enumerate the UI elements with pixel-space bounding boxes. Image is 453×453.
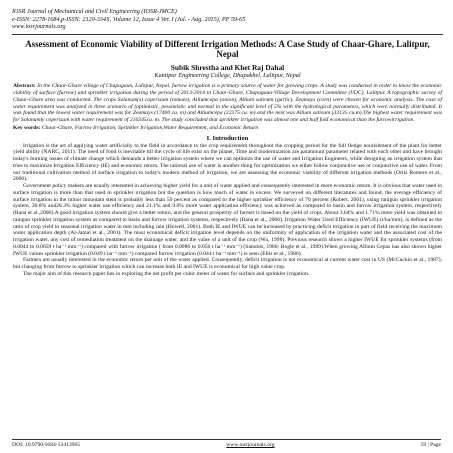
paper-title: Assessment of Economic Viability of Different Irrigation Methods: A Case Study of Chaar-Ghare, Lalitpur, Nepal	[25, 38, 430, 60]
page-number: 59 | Page	[420, 442, 441, 448]
section-title-introduction: I. Introduction	[206, 134, 249, 142]
journal-header	[12, 8, 443, 31]
journal-name: IOSR Journal of Mechanical and Civil Engineering (IOSR-JMCE)	[12, 8, 177, 15]
keywords	[13, 125, 442, 132]
paragraph: Government policy makers are usually interested in achieving higher yield for a unit of water applied and consequently interested in more economic return. It is obvious that water used in surface irrigation is more than that used in sprinkler irrigation but the question is how much of water in excess. We surveyed on different literatures and found, the average efficiency of surface irrigation in the minor mountain stent is probably less than 50 percent as compared to the higher sprinkler efficiency of 70 percent (Robert, 2001), using ranigun sprinkler irrigation system, 30.8% and28.3% higher water use efficiency and 21.1% and 9.0% more water application efficiency was achieved as compared to basin and furrow irrigation system, respectively (Rana et al.,2006).A good irrigation system should give a better return, and the general prosperity of farmer is based on the yield of crops. About 3.64% and 1.71% more yield was obtained in raingun sprinkler irrigation system as compared to basin and furrow irrigation systems, respectively (Rana et al., 2006). Irrigation Water Used Efficiency (IWUE) (t/ha/mm), is defined as the ratio of crop yield to seasonal irrigation water in mm including rain (Howell, 2001). Both IE and IWUE can be increased by practicing deficit irrigation in part of field receiving the maximum water application depth (Al-Jamal et al., 2001). The most economical deficit irrigation level depends on the uniformity of application of the irrigation water and the associated cost of the irrigation water, any cost of remediation treatment on the drainage water, and the value of a unit of the crop (Wu, 1998). Previous research shows a higher IWUE for sprinkler systems (from 0.0044 to 0.0659 t ha⁻¹ mm⁻¹) compared with furrow irrigation ( from 0.0086 to 0.056 t ha⁻¹ mm⁻¹) (Sammis, 1980; Bogle et al., 1989).When growing Allium Cepas has also shown higher IWUE values sprinkler irrigation (0.049 t ha⁻¹ mm⁻¹) compared furrow irrigation (0.044 t ha⁻¹ mm⁻¹) is seen (Ellis et al., 1986).	[13, 183, 442, 257]
keywords-text: Chaar-Ghare, Furrow Irrigation, Sprinkler Irrigation,Water Requirement, and Economic Return	[40, 124, 259, 131]
issn-line: e-ISSN: 2278-1684,p-ISSN: 2320-334X, Volume 12, Issue 4 Ver. I (Jul. - Aug. 2015), PP 59-65	[12, 15, 246, 23]
header-rule	[12, 34, 443, 35]
abstract	[13, 83, 442, 124]
footer-site-link[interactable]: www.iosrjournals.org	[226, 442, 275, 448]
paragraph: The major aim of this research paper lies in exploring the net profit per cubic meter of water for surface and sprinkler irrigation.	[23, 270, 310, 277]
keywords-label: Key words:	[13, 124, 41, 131]
doi: DOI: 10.9790/1684-12413965	[12, 442, 81, 448]
abstract-label: Abstract:	[13, 83, 36, 90]
journal-site-link[interactable]: www.iosrjournals.org	[12, 23, 66, 31]
paragraph: Irrigation is the art of applying water artificially to the field in accordance to the crop requirement throughout the cropping period for the full fledge nourishment of the plant for better yield ability (NARC, 2011). The need of food is inevitable till the cycle of life exist on the planet. Time and modernization are paramount parameter related with each other and have brought today's burning issues of climate change which demands a better irrigation system where we can optimize the use of water and Irrigation Engineers, while designing an irrigation system that tries to maximize Irrigation Efficiency (IE) and economic return. The rational use of water is another thing for optimization we either follow conjunctive use or conjunctive use of water. From our traditional cultivation method of surface irrigation to today's modern method of irrigation, we are assessing the economic viability of different irrigation methods (Ortiz Romero et al., 2006).	[13, 142, 442, 183]
author-affiliation: Kantipur Engineering College, Dhapakhel, Lalitpur, Nepal	[154, 71, 301, 79]
paper-authors: Subik Shrestha and Khet Raj Dahal	[170, 62, 285, 72]
introduction-body	[13, 143, 442, 278]
abstract-text: In the Chaar-Ghare village of Chapagaun, Lalitpur, Nepal, furrow irrigation is a primary source of water for growing crops. A study was conducted in order to know the economic viability of surface (furrow) and sprinkler irrigation during the period of 2013-2014 in Chaar-Ghare, Chapagaun-Village Development Committee (VDC), Lalitpur. A topographic survey of Chaar-Ghare area was conducted. The crops Solanum(s) coperisum (tomato), Alliumcepa (onion), Allium sativum (garlic), Zeamays (corn) were chosen for economic analysis. The case of water requirement was analyzed in three scenario of (optimistic, pessimistic and normal in the significant level of 5% with the hydrological parameters, which were normally distributed. It was found that the lowest water requirement was for Zeamays (17400 cu. m) and Alliumcepa (22375 cu. m) and the next was Allium sativum (33135 cu.m).The highest water requirement was for Solanumly coperisum with water requirement of 210345cu. m. The study concluded that sprinkler irrigation was almost one and half fold economical than the furrowirrigation.	[13, 83, 442, 124]
paragraph: Farmers are usually interested in the economic return per unit of the water applied. Consequently, deficit irrigation is not economical at current water cost in US (McCuckin et al., 1987), but changing from furrow to sprinkler irrigation which can increase both IE and IWUE is economical for high value crop.	[13, 257, 442, 271]
page-footer	[12, 439, 441, 449]
